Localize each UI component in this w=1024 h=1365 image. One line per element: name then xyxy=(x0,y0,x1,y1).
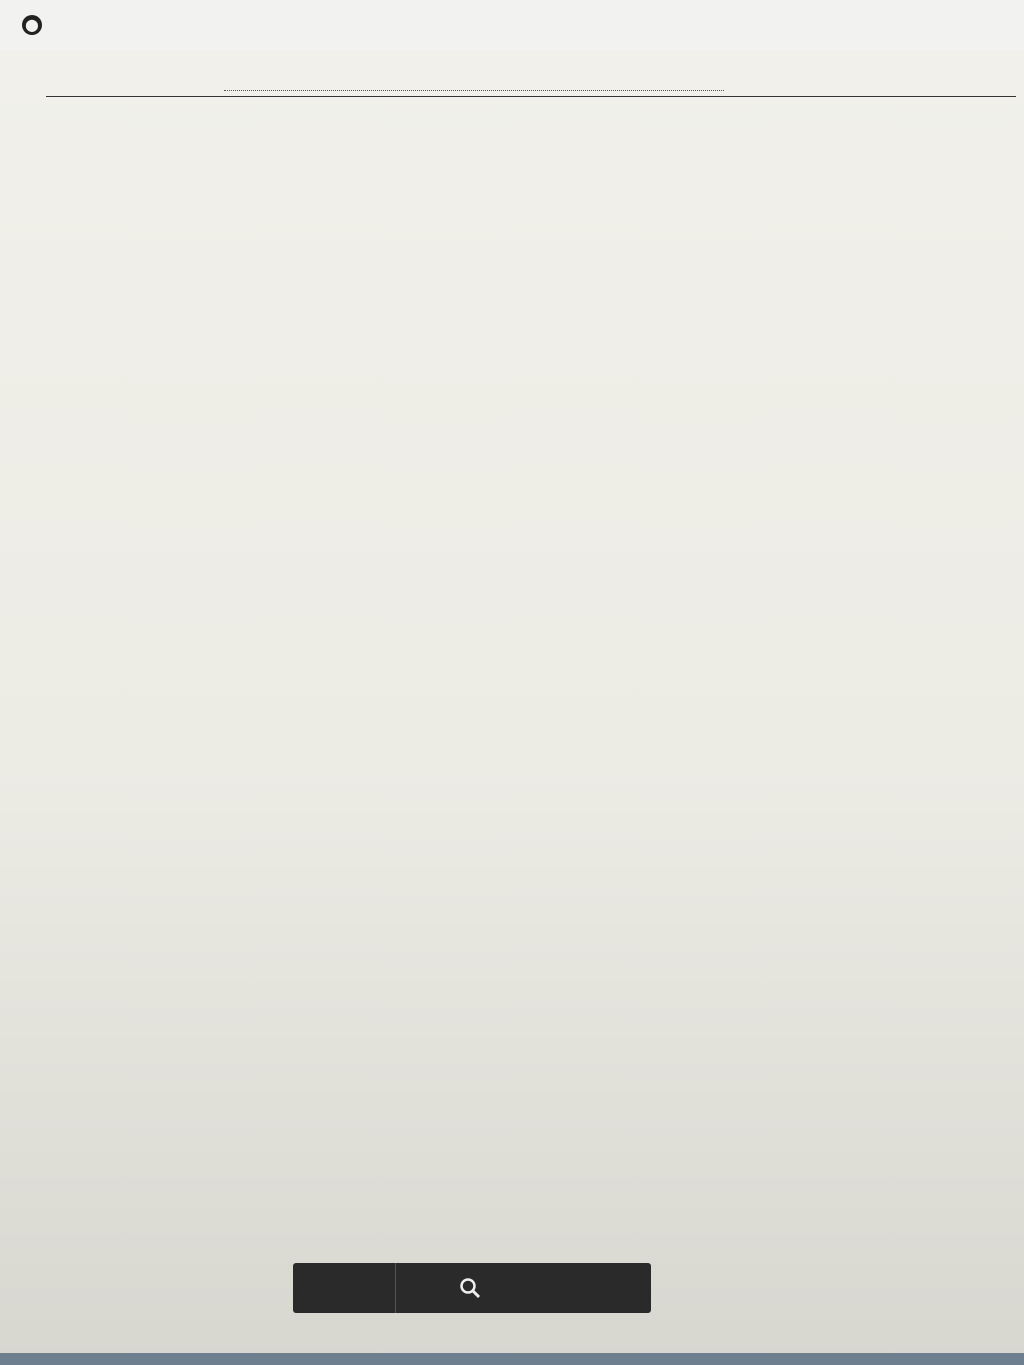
q20-option-b xyxy=(0,1140,1024,1164)
browser-tab[interactable] xyxy=(10,8,222,42)
magnifier-icon xyxy=(459,1277,481,1299)
browser-tab-bar xyxy=(0,0,1024,51)
pdf-page-toolbar xyxy=(293,1263,651,1313)
q20-option-c xyxy=(0,1164,1024,1188)
pdf-page xyxy=(0,50,1024,1365)
dotted-line xyxy=(224,90,724,91)
toolbar-divider xyxy=(395,1263,396,1313)
q20-option-d xyxy=(0,1188,1024,1212)
new-tab-icon: ⬤ xyxy=(22,15,42,35)
zoom-out-button[interactable] xyxy=(406,1270,442,1306)
zoom-in-button[interactable] xyxy=(498,1270,534,1306)
student-header xyxy=(46,76,1016,97)
q20-option-a xyxy=(0,1116,1024,1140)
question-20 xyxy=(0,1092,1024,1116)
zoom-fit-button[interactable] xyxy=(452,1270,488,1306)
os-taskbar xyxy=(0,1353,1024,1365)
